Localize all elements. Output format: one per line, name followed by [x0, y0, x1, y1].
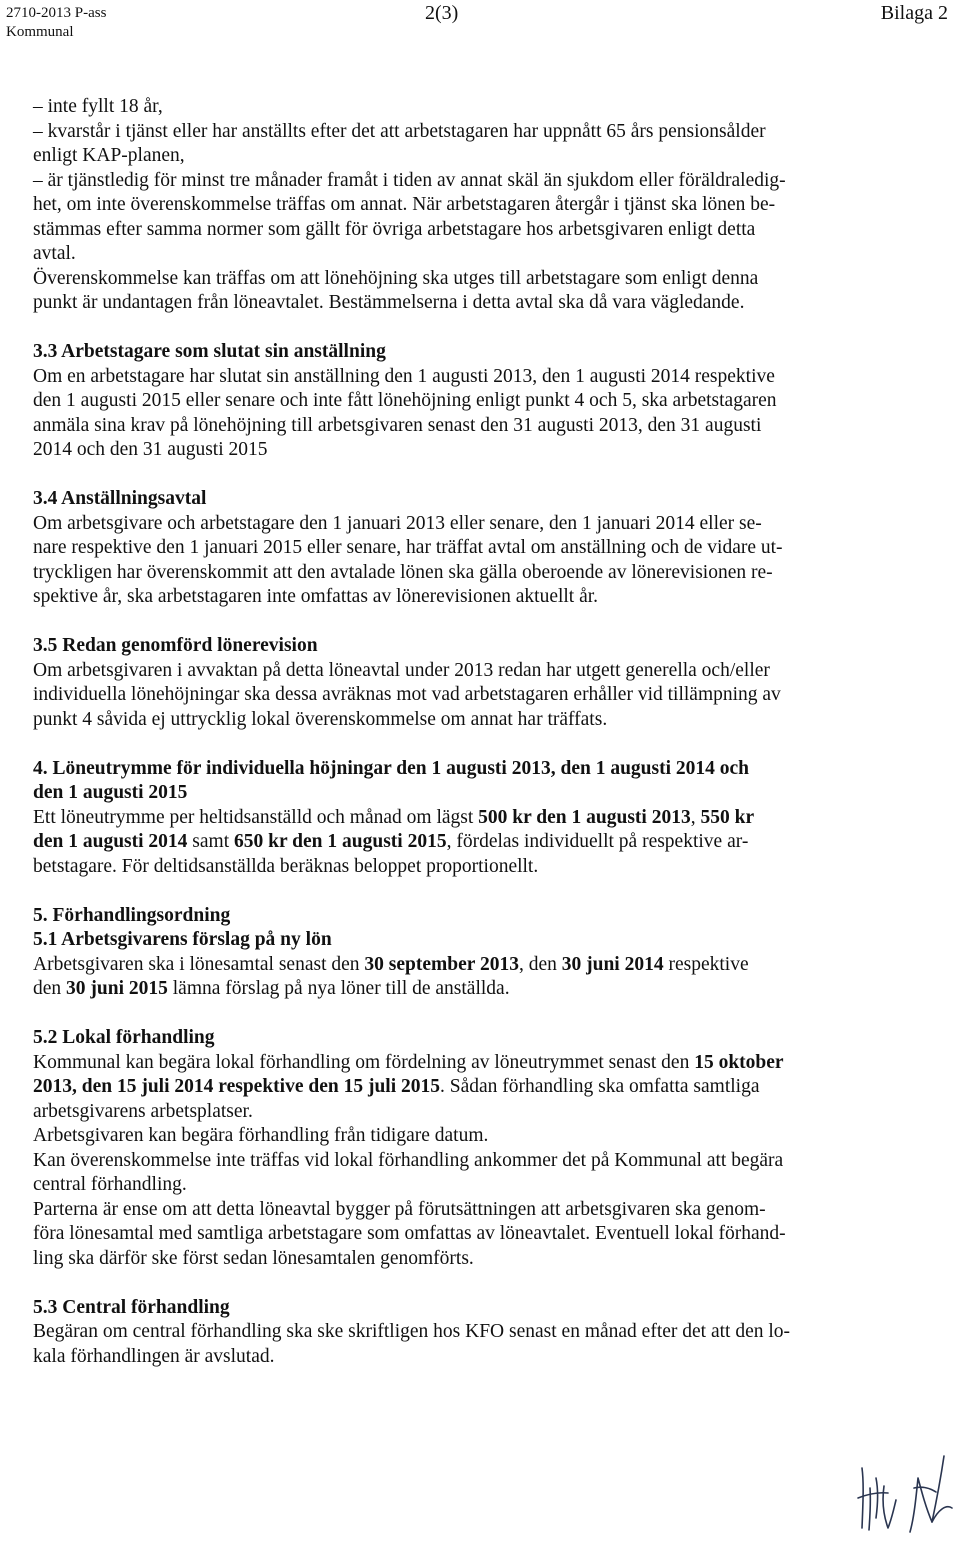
signature-stroke [862, 1468, 863, 1528]
section-3-3 [33, 340, 913, 463]
text-line: Överenskommelse kan träffas om att lönehöjning ska utges till arbetstagare som enligt denna [33, 267, 759, 289]
text-line: central förhandling. [33, 1174, 187, 1195]
text-line: nare respektive den 1 januari 2015 eller senare, har träffat avtal om anställning och de vidare ut- [33, 537, 783, 558]
text-line: punkt är undantagen från löneavtalet. Bestämmelserna i detta avtal ska då vara vägledande. [33, 292, 745, 313]
text-line [33, 953, 913, 978]
subsection-heading: 5.1 Arbetsgivarens förslag på ny lön [33, 929, 332, 950]
text-line: den 1 augusti 2015 eller senare och inte fått lönehöjning enligt punkt 4 och 5, ska arbetstagaren [33, 390, 777, 411]
text-run: , fördelas individuellt på respektive ar- [446, 831, 749, 852]
bold-amount: 550 kr [700, 806, 755, 828]
text-run: Arbetsgivaren ska i lönesamtal senast den [33, 953, 365, 975]
bold-date: 30 juni 2015 [66, 978, 168, 999]
text-run: respektive [663, 953, 749, 975]
document-body [33, 95, 913, 1369]
handwritten-signature-icon [848, 1448, 958, 1538]
section-heading: 3.5 Redan genomförd lönerevision [33, 635, 318, 656]
signature-stroke [876, 1478, 878, 1518]
section-heading: 3.3 Arbetstagare som slutat sin anställning [33, 341, 386, 362]
text-run: samt [187, 831, 235, 852]
bold-date: 2013, den 15 juli 2014 respektive den 15 juli 2015 [33, 1076, 440, 1097]
text-line: Begäran om central förhandling ska ske skriftligen hos KFO senast en månad efter det att den lo- [33, 1321, 791, 1342]
text-line: Kan överenskommelse inte träffas vid lokal förhandling ankommer det på Kommunal att begära [33, 1149, 784, 1171]
text-line [33, 830, 913, 855]
text-line: stämmas efter samma normer som gällt för övriga arbetstagare hos arbetsgivaren enligt detta [33, 218, 756, 240]
page-header [0, 0, 960, 50]
document-reference: 2710-2013 P-ass [6, 5, 107, 21]
text-line: enligt KAP-planen, [33, 145, 185, 166]
text-line: spektive år, ska arbetstagaren inte omfattas av lönerevisionen aktuellt år. [33, 586, 599, 607]
text-line [33, 977, 913, 1002]
text-line: föra lönesamtal med samtliga arbetstagare som omfattas av löneavtalet. Eventuell lokal förhand- [33, 1223, 786, 1244]
text-line: Om en arbetstagare har slutat sin anställning den 1 augusti 2013, den 1 augusti 2014 respektive [33, 365, 775, 387]
text-line: kala förhandlingen är avslutad. [33, 1345, 275, 1367]
text-line: betstagare. För deltidsanställda beräknas beloppet proportionellt. [33, 855, 539, 877]
text-line: Parterna är ense om att detta löneavtal bygger på förutsättningen att arbetsgivaren ska genom- [33, 1198, 766, 1220]
header-left [6, 4, 106, 42]
text-line: Arbetsgivaren kan begära förhandling från tidigare datum. [33, 1125, 489, 1146]
section-3-4 [33, 487, 913, 610]
bold-date: 15 oktober [694, 1051, 784, 1073]
text-line [33, 806, 913, 831]
text-line [33, 1075, 913, 1100]
bold-amount-date: 500 kr den 1 augusti 2013 [478, 806, 691, 828]
text-line: Om arbetsgivaren i avvaktan på detta löneavtal under 2013 redan har utgett generella och/eller [33, 659, 770, 681]
section-heading-continued: den 1 augusti 2015 [33, 782, 188, 803]
text-line: arbetsgivarens arbetsplatser. [33, 1100, 253, 1122]
text-run: Kommunal kan begära lokal förhandling om fördelning av löneutrymmet senast den [33, 1051, 695, 1073]
signature-drawing [848, 1448, 958, 1538]
text-line: anmäla sina krav på lönehöjning till arbetsgivaren senast den 31 augusti 2013, den 31 augusti [33, 414, 762, 436]
text-line: avtal. [33, 243, 76, 264]
text-line: tryckligen har överenskommit att den avtalade lönen ska gälla oberoende av lönerevisionen re- [33, 561, 773, 583]
list-item: – kvarstår i tjänst eller har anställts efter det att arbetstagaren har uppnått 65 års pensionsålder [33, 120, 766, 142]
attachment-label: Bilaga 2 [880, 2, 948, 24]
bold-date: 30 juni 2014 [561, 953, 664, 975]
bold-date: 30 september 2013 [364, 953, 519, 975]
organization-name: Kommunal [6, 24, 74, 40]
text-run: , [690, 806, 701, 828]
page-number: 2(3) [425, 2, 459, 24]
text-line: ling ska därför ske först sedan lönesamtalen genomförts. [33, 1247, 474, 1269]
subsection-heading: 5.3 Central förhandling [33, 1296, 230, 1318]
text-run: den [33, 978, 67, 999]
list-item: – inte fyllt 18 år, [33, 96, 163, 117]
text-run: Ett löneutrymme per heltidsanställd och månad om lägst [33, 806, 479, 828]
list-item: – är tjänstledig för minst tre månader framåt i tiden av annat skäl än sjukdom eller föräldraledig- [33, 169, 786, 191]
section-3-5 [33, 634, 913, 732]
text-line: Om arbetsgivare och arbetstagare den 1 januari 2013 eller senare, den 1 januari 2014 eller se- [33, 512, 762, 534]
section-heading: 3.4 Anställningsavtal [33, 488, 207, 509]
signature-stroke [910, 1456, 944, 1532]
section-heading: 5. Förhandlingsordning [33, 904, 231, 926]
section-4 [33, 757, 913, 880]
text-line: het, om inte överenskommelse träffas om annat. När arbetstagaren återgår i tjänst ska lönen be- [33, 194, 776, 215]
section-5 [33, 904, 913, 1370]
text-run: lämna förslag på nya löner till de anställda. [167, 978, 510, 999]
text-line [33, 1051, 913, 1076]
text-line: individuella lönehöjningar ska dessa avräknas mot vad arbetstagaren erhåller vid tillämpning av [33, 684, 781, 705]
text-run: , den [518, 953, 562, 975]
subsection-heading: 5.2 Lokal förhandling [33, 1027, 215, 1048]
section-heading: 4. Löneutrymme för individuella höjningar den 1 augusti 2013, den 1 augusti 2014 och [33, 757, 750, 779]
bold-amount-date: 650 kr den 1 augusti 2015 [234, 831, 447, 852]
text-line: punkt 4 såvida ej uttrycklig lokal överenskommelse om annat har träffats. [33, 708, 608, 730]
text-run: . Sådan förhandling ska omfatta samtliga [440, 1076, 760, 1097]
bold-date: den 1 augusti 2014 [33, 831, 188, 852]
intro-list [33, 95, 913, 316]
text-line: 2014 och den 31 augusti 2015 [33, 439, 268, 460]
